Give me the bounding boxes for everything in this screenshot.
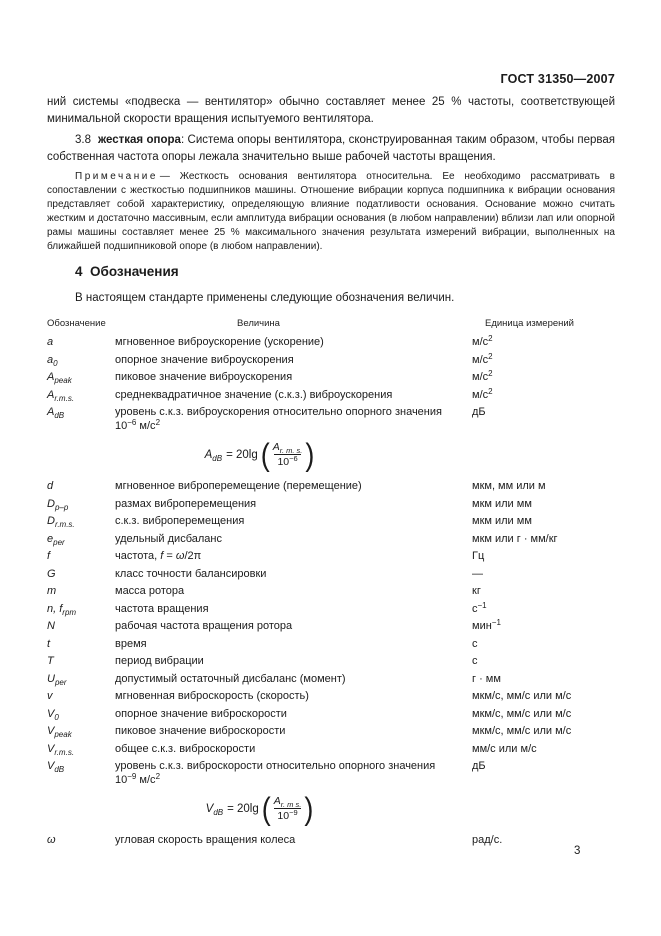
quantity-cell: с.к.з. виброперемещения (115, 515, 245, 527)
quantity-cell: размах виброперемещения (115, 497, 257, 510)
unit-cell: дБ (472, 760, 486, 772)
note-paragraph (47, 170, 615, 254)
formula: $V_{dB}$ = 20lg ( $\frac{A_{r. m s.}}{10^{-9}}$ ) (205, 791, 314, 826)
unit-cell: $м/с^2$ (472, 369, 493, 383)
symbol-cell: v (47, 690, 53, 702)
quantity-cell: период вибрации (115, 655, 204, 667)
table-row (47, 743, 615, 757)
table-row (47, 708, 615, 722)
table-row (47, 406, 615, 433)
formula-operator: = 20lg (226, 448, 258, 461)
table-header-row (47, 318, 615, 329)
unit-cell: мкм/с, мм/с или м/с (472, 707, 572, 720)
table-row (47, 725, 615, 739)
table-row (47, 690, 615, 704)
table-row (47, 760, 615, 787)
unit-cell: кг (472, 585, 481, 597)
quantity-cell: общее с.к.з. виброскорости (115, 742, 256, 755)
table-row (47, 498, 615, 512)
table-row (47, 585, 615, 599)
table-row (47, 834, 615, 848)
unit-cell: мкм или г · мм/кг (472, 532, 558, 545)
section-lead: В настоящем стандарте применены следующие обозначения величин. (75, 292, 455, 304)
quantity-cell: уровень с.к.з. виброускорения относительно опорного значения $10^{-6}$ $м/с^2$ (115, 406, 442, 432)
table-row (47, 386, 615, 403)
table-body (47, 336, 615, 848)
unit-cell: $м/с^2$ (472, 334, 493, 348)
symbol-cell: $A_{peak}$ (47, 371, 72, 385)
note-label: Примечание (75, 171, 158, 182)
unit-cell: г · мм (472, 672, 501, 685)
table-row (47, 673, 615, 687)
clause-term: жесткая опора (98, 134, 181, 146)
table-row (47, 515, 615, 529)
unit-cell: мкм или мм (472, 515, 532, 527)
table-row (47, 620, 615, 634)
quantity-cell: частота вращения (115, 602, 209, 615)
quantity-cell: допустимый остаточный дисбаланс (момент) (115, 672, 346, 685)
unit-cell: мин$^{-1}$ (472, 618, 501, 632)
symbol-cell: $D_{p-p}$ (47, 497, 69, 512)
quantity-cell: опорное значение виброускорения (115, 353, 294, 366)
table-row (47, 600, 615, 617)
unit-cell: мкм/с, мм/с или м/с (472, 690, 572, 702)
symbol-cell: n, $f_{rpm}$ (47, 602, 77, 617)
document-header: ГОСТ 31350—2007 (500, 72, 615, 86)
formula-numerator: $A_{r. m. s.}$ (272, 441, 303, 455)
quantity-cell: среднеквадратичное значение (с.к.з.) виброускорения (115, 388, 393, 401)
table-row (47, 550, 615, 564)
symbol-cell: $D_{r.m.s.}$ (47, 515, 75, 529)
table-row (47, 480, 615, 494)
unit-cell: Гц (472, 550, 485, 562)
formula-operator: = 20lg (227, 802, 259, 815)
formula-fraction (271, 441, 305, 468)
formula-lhs: $A_{dB}$ (204, 448, 223, 463)
unit-cell: мкм, мм или м (472, 480, 546, 492)
note-text: — Жесткость основания вентилятора относительна. Ее необходимо рассматривать в сопоставлении с жесткостью подшипников машины. Отношение вибрации корпуса подшипника к вибрации основания представляет собой характеристику, определяющую влияние податливости основания. Основание можно считать жестким и достаточно массивным, если амплитуда вибрации основания (в любом направлении) вблизи лап или опорной рамы машины составляет менее 25 % максимального значения результата измерений вибрации, выполненных на ближайшей подшипниковой опоре (в любом направлении). (47, 171, 615, 252)
unit-cell: дБ (472, 406, 486, 418)
table-row (47, 655, 615, 669)
symbol-cell: $A_{r.m.s.}$ (47, 388, 75, 403)
symbol-cell: $a_0$ (47, 353, 58, 368)
symbol-cell: $A_{dB}$ (47, 406, 65, 420)
symbol-cell: $e_{per}$ (47, 532, 65, 547)
quantity-cell: мгновенное виброускорение (ускорение) (115, 336, 324, 348)
clause-text: : Система опоры вентилятора, сконструированная таким образом, чтобы первая собственная частота опоры лежала значительно выше рабочей частоты вращения. (47, 134, 615, 163)
unit-cell: $м/с^2$ (472, 351, 493, 366)
symbols-table (47, 318, 615, 848)
symbol-cell: f (47, 550, 51, 562)
quantity-cell: пиковое значение виброускорения (115, 371, 293, 383)
unit-cell: мкм или мм (472, 497, 532, 510)
col-header-unit: Единица измерений (484, 318, 574, 329)
symbol-cell: ω (47, 834, 56, 846)
paragraph-continuation: ний системы «подвеска — вентилятор» обычно составляет менее 25 % частоты, соответствующей минимальной скорости вращения испытуемого вентилятора. (47, 96, 615, 125)
formula-denominator: $10^{-9}$ (274, 808, 300, 822)
quantity-cell: мгновенная виброскорость (скорость) (115, 690, 309, 702)
symbol-cell: N (47, 620, 55, 632)
formula-fraction (272, 795, 304, 822)
table-row (47, 336, 615, 350)
table-row (47, 638, 615, 652)
clause-number: 3.8 (75, 134, 91, 146)
symbol-cell: $V_0$ (47, 707, 59, 722)
unit-cell: рад/с. (472, 834, 503, 846)
table-row (47, 351, 615, 368)
quantity-cell: частота, f = ω/2π (115, 550, 202, 562)
symbol-cell: $U_{per}$ (47, 672, 67, 687)
formula: $A_{dB}$ = 20lg ( $\frac{A_{r. m. s.}}{10^{-6}}$ ) (204, 437, 315, 472)
quantity-cell: уровень с.к.з. виброскорости относительно опорного значения $10^{-9}$ $м/с^2$ (115, 760, 436, 786)
table-row (47, 533, 615, 547)
unit-cell: $с^{-1}$ (472, 600, 487, 615)
unit-cell: — (472, 567, 483, 580)
quantity-cell: угловая скорость вращения колеса (115, 834, 296, 846)
symbol-cell: d (47, 480, 54, 492)
formula-denominator: $10^{-6}$ (274, 454, 300, 468)
unit-cell: мкм/с, мм/с или м/с (472, 725, 572, 737)
formula-lhs: $V_{dB}$ (205, 802, 224, 817)
quantity-cell: масса ротора (115, 585, 185, 597)
quantity-cell: мгновенное виброперемещение (перемещение) (115, 480, 362, 492)
symbol-cell: $V_{peak}$ (47, 725, 72, 739)
quantity-cell: пиковое значение виброскорости (115, 725, 286, 737)
symbol-cell: G (47, 567, 56, 580)
table-row (47, 371, 615, 385)
symbol-cell: m (47, 585, 57, 597)
unit-cell: мм/с или м/с (472, 742, 537, 755)
unit-cell: $м/с^2$ (472, 386, 493, 401)
symbol-cell: t (47, 637, 51, 650)
unit-cell: с (472, 655, 478, 667)
symbol-cell: a (47, 336, 54, 348)
col-header-quantity: Величина (237, 318, 280, 329)
symbol-cell: $V_{dB}$ (47, 760, 65, 774)
col-header-symbol: Обозначение (47, 318, 106, 329)
symbol-cell: T (47, 655, 54, 667)
quantity-cell: рабочая частота вращения ротора (115, 620, 293, 632)
paragraph-clause-3-8 (47, 132, 615, 166)
formula-numerator: $A_{r. m s.}$ (273, 795, 302, 809)
quantity-cell: класс точности балансировки (115, 567, 267, 580)
symbol-cell: $V_{r.m.s.}$ (47, 742, 75, 757)
table-row (47, 568, 615, 582)
section-heading: 4 Обозначения (75, 264, 179, 279)
page-number: 3 (574, 845, 581, 857)
quantity-cell: опорное значение виброскорости (115, 707, 287, 720)
unit-cell: с (472, 637, 478, 650)
quantity-cell: удельный дисбаланс (115, 532, 222, 545)
quantity-cell: время (115, 637, 147, 650)
